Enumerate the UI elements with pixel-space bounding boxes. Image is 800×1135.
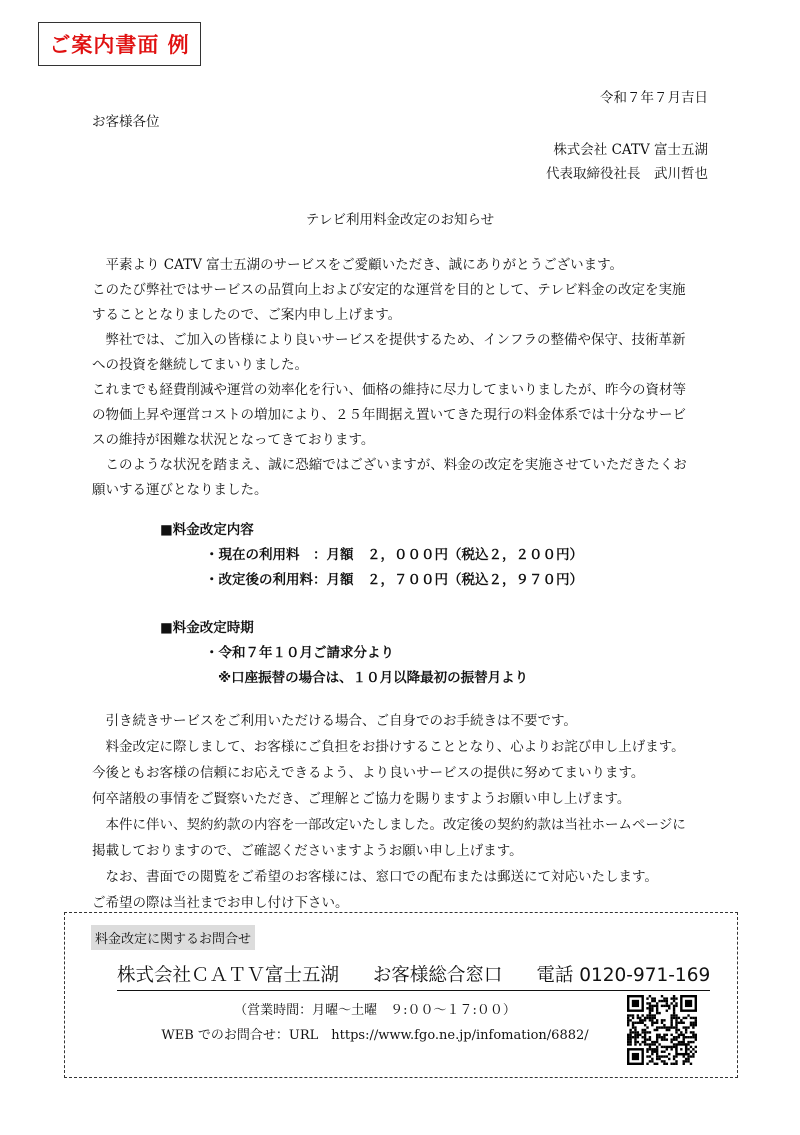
body-line: 弊社では、ご加入の皆様により良いサービスを提供するため、インフラの整備や保守、技術革新 xyxy=(92,332,686,348)
contact-label: 料金改定に関するお問合せ xyxy=(91,925,255,950)
closing-line: 何卒諸般の事情をご賢察いただき、ご理解とご協力を賜りますようお願い申し上げます。 xyxy=(92,791,631,807)
body-line: 平素より CATV 富士五湖のサービスをご愛顧いただき、誠にありがとうございます。 xyxy=(92,257,624,273)
closing-line: 引き続きサービスをご利用いただける場合、ご自身でのお手続きは不要です。 xyxy=(92,713,577,729)
closing-line: なお、書面での閲覧をご希望のお客様には、窓口での配布または郵送にて対応いたします。 xyxy=(92,869,658,885)
contact-company: 株式会社ＣＡＴＶ富士五湖 xyxy=(117,965,340,986)
body-line: 願いする運びとなりました。 xyxy=(92,482,268,498)
timing-from: ・令和７年１０月ご請求分より xyxy=(205,645,394,661)
body-line: このたび弊社ではサービスの品質向上および安定的な運営を目的として、テレビ料金の改定を実施 xyxy=(92,282,686,298)
closing-line: 料金改定に際しまして、お客様にご負担をお掛けすることとなり、心よりお詫び申し上げます。 xyxy=(92,739,685,755)
closing-line: 本件に伴い、契約約款の内容を一部改定いたしました。改定後の契約約款は当社ホームページに xyxy=(92,817,686,833)
sender-representative: 代表取締役社長 武川哲也 xyxy=(546,166,708,182)
body-line: スの維持が困難な状況となってきております。 xyxy=(92,432,375,448)
business-hours: （営業時間：月曜～土曜 ９:００～１７:００） xyxy=(234,1003,516,1018)
timing-heading: ■料金改定時期 xyxy=(160,620,254,636)
closing-text xyxy=(92,708,686,916)
body-line: これまでも経費削減や運営の効率化を行い、価格の維持に尽力してまいりましたが、昨今の資材等 xyxy=(92,382,686,398)
document-title: テレビ利用料金改定のお知らせ xyxy=(305,212,495,228)
body-text xyxy=(92,253,712,503)
sender-company: 株式会社 CATV 富士五湖 xyxy=(553,142,708,158)
qr-code-icon[interactable] xyxy=(627,995,697,1065)
closing-line: 今後ともお客様の信頼にお応えできるよう、より良いサービスの提供に努めてまいります。 xyxy=(92,765,645,781)
contact-box xyxy=(64,912,738,1078)
addressee: お客様各位 xyxy=(92,114,160,130)
revision-heading: ■料金改定内容 xyxy=(160,522,254,538)
contact-main-line xyxy=(117,961,710,991)
sample-document-badge: ご案内書面 例 xyxy=(38,22,201,66)
contact-desk: お客様総合窓口 xyxy=(372,965,503,986)
body-line: することとなりましたので、ご案内申し上げます。 xyxy=(92,307,402,323)
timing-section xyxy=(160,616,528,691)
revision-section xyxy=(160,518,583,593)
current-fee: ・現在の利用料 ：月額 ２，０００円（税込２，２００円） xyxy=(205,547,583,563)
closing-line: ご希望の際は当社までお申し付け下さい。 xyxy=(92,895,349,911)
web-inquiry[interactable]: WEB でのお問合せ：URL https://www.fgo.ne.jp/infomation/6882/ xyxy=(161,1028,589,1043)
timing-note: ※口座振替の場合は、１０月以降最初の振替月より xyxy=(218,670,529,686)
new-fee: ・改定後の利用料：月額 ２，７００円（税込２，９７０円） xyxy=(205,572,583,588)
body-line: の物価上昇や運営コストの増加により、２５年間据え置いてきた現行の料金体系では十分なサービ xyxy=(92,407,686,423)
closing-line: 掲載しておりますので、ご確認くださいますようお願い申し上げます。 xyxy=(92,843,523,859)
body-line: このような状況を踏まえ、誠に恐縮ではございますが、料金の改定を実施させていただきたくお xyxy=(92,457,687,473)
issue-date: 令和７年７月吉日 xyxy=(600,90,708,106)
contact-phone[interactable]: 電話 0120-971-169 xyxy=(536,965,711,986)
body-line: への投資を継続してまいりました。 xyxy=(92,357,308,373)
